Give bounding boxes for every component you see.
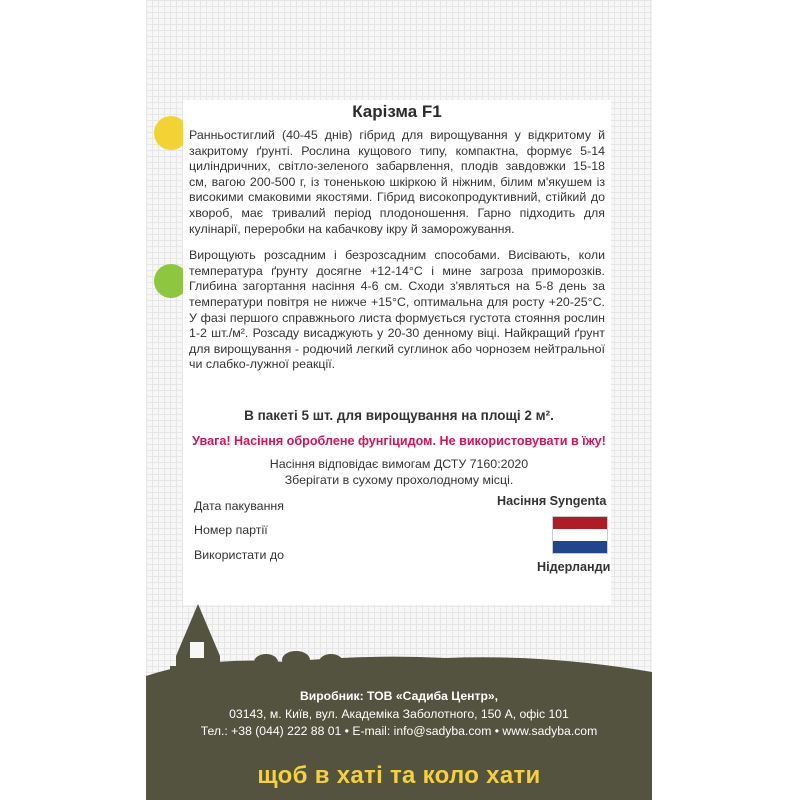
slogan: щоб в хаті та коло хати [257, 762, 541, 789]
standard-compliance: Насіння відповідає вимогам ДСТУ 7160:2020 [269, 457, 529, 471]
producer-name: Виробник: ТОВ «Садиба Центр», [299, 689, 499, 703]
storage-instructions: Зберігати в сухому прохолодному місці. [284, 473, 514, 487]
seed-brand: Насіння Syngenta [497, 494, 607, 508]
pack-quantity-info: В пакеті 5 шт. для вирощування на площі 2 м². [244, 408, 554, 423]
origin-country: Нідерланди [537, 560, 611, 574]
producer-address: 03143, м. Київ, вул. Академіка Заболотного, 150 А, офіс 101 [229, 707, 569, 721]
netherlands-flag-icon [552, 516, 608, 554]
fungicide-warning: Увага! Насіння оброблене фунгіцидом. Не використовувати в їжу! [192, 434, 606, 448]
growing-instructions: Вирощують розсадним і безрозсадним способами. Висівають, коли температура ґрунту досягне +12-14°C і мине загроза приморозків. Глибина загортання насіння 4-6 см. Сходи з'являться на 5-8 день за температури повітря не нижче +15°C, оптимальна для росту +20-25°C. У фазі першого справжнього листа формується густота стояння рослин 1-2 шт./м². Розсаду висаджують у 20-30 денному віці. Найкращий ґрунт для вирощування - родючий легкий суглинок або чорнозем нейтральної чи слабко-лужної реакції. [189, 248, 605, 372]
pack-date-label: Дата пакування [194, 499, 284, 513]
use-by-label: Використати до [194, 548, 284, 562]
batch-number-label: Номер партії [194, 523, 268, 537]
product-description: Ранньостиглий (40-45 днів) гібрид для вирощування у відкритому й закритому ґрунті. Рослина кущового типу, компактна, формує 5-14 циліндричних, світло-зеленого забарвлення, плодів завдовжки 15-18 см, вагою 200-500 г, із тоненькою шкіркою й ніжним, білим м'якушем із високими смаковими якостями. Гібрид високопродуктивний, стійкий до хвороб, має тривалий період плодоношення. Гарно підходить для кулінарії, переробки на кабачкову ікру й заморожування. [189, 128, 605, 236]
producer-contacts: Тел.: +38 (044) 222 88 01 • E-mail: info@sadyba.com • www.sadyba.com [200, 724, 598, 738]
product-title: Карізма F1 [352, 102, 442, 121]
village-silhouette-icon [146, 596, 652, 688]
